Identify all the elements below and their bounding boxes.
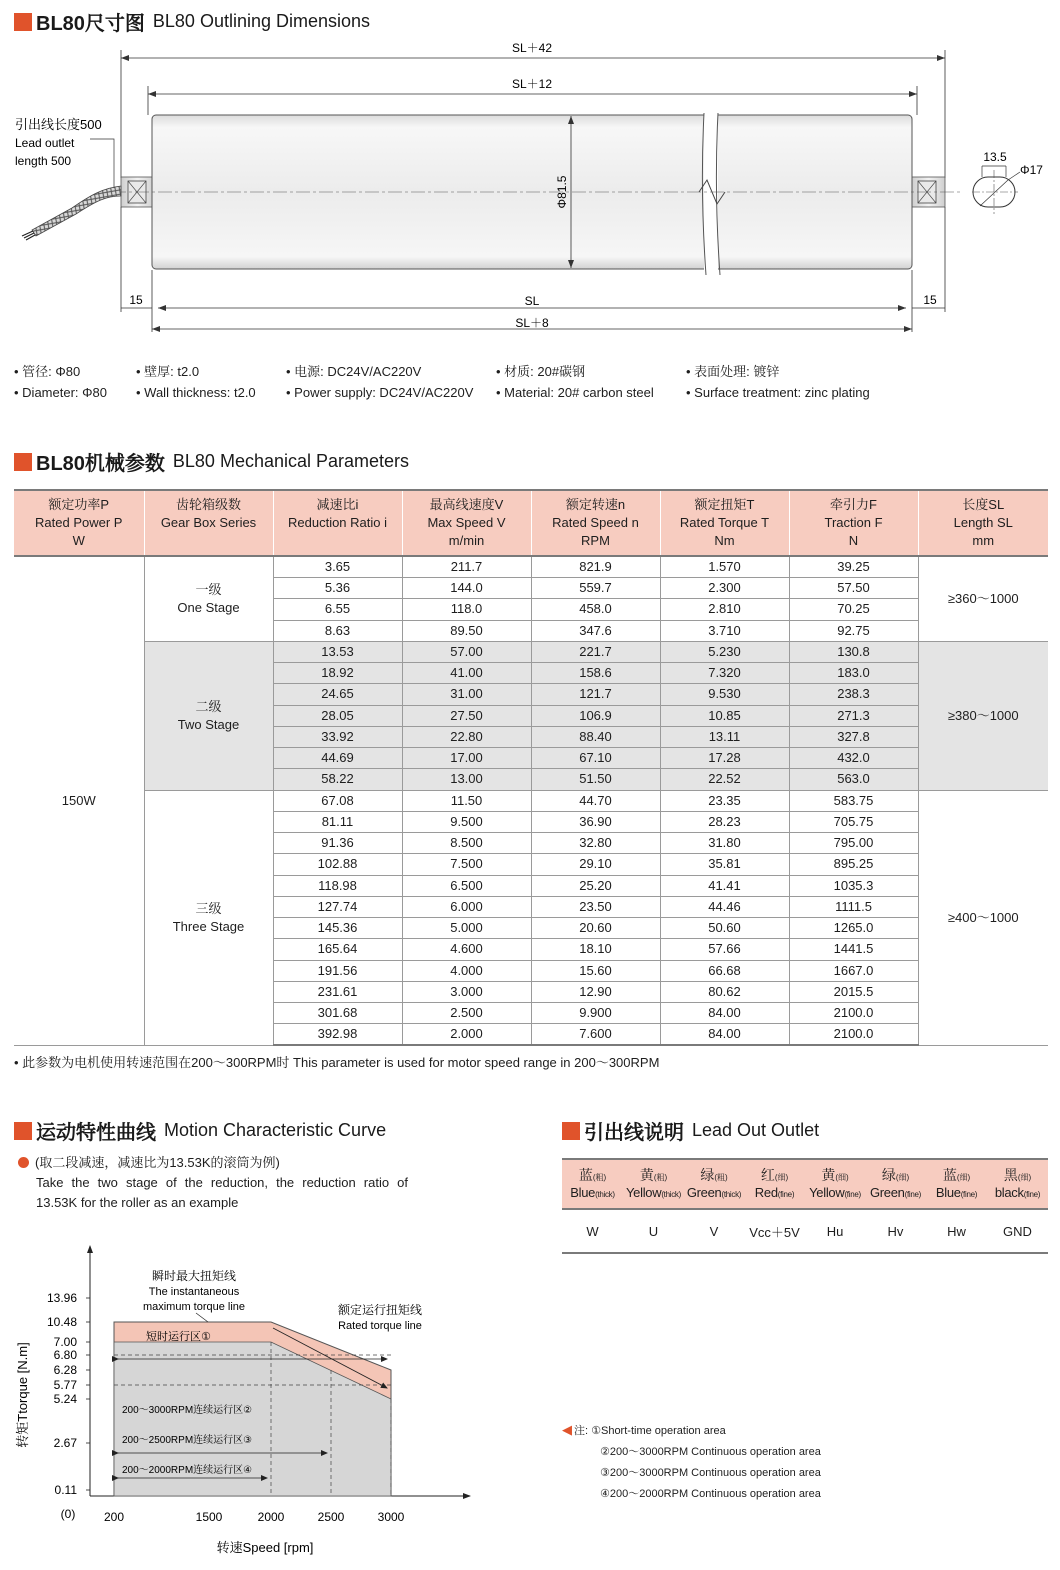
- legend-note-2: ②200～3000RPM Continuous operation area: [600, 1446, 821, 1458]
- reduction-cell: 28.05: [273, 705, 402, 726]
- y-tick-label: 5.24: [53, 1392, 77, 1406]
- gear-stage-zh: 二级: [195, 698, 222, 714]
- lead-signal: Hu: [805, 1209, 865, 1253]
- curve-title-zh: 运动特性曲线: [36, 1122, 156, 1144]
- max-speed-cell: 5.000: [402, 918, 531, 939]
- rated-speed-cell: 347.6: [531, 620, 660, 641]
- rated-speed-cell: 221.7: [531, 641, 660, 662]
- y-tick-label: 6.28: [53, 1363, 77, 1377]
- rated-torque-cell: 13.11: [660, 726, 789, 747]
- x-tick-label: 2000: [257, 1510, 285, 1524]
- dim-bottom-label: SL＋8: [515, 316, 549, 330]
- gear-stage-en: Three Stage: [172, 918, 245, 934]
- x-tick-label: 2500: [317, 1510, 345, 1524]
- lead-color-zh: 黑(细): [987, 1159, 1048, 1185]
- rated-torque-cell: 41.41: [660, 875, 789, 896]
- spec-material-zh: • 材质: 20#碳钢: [496, 364, 586, 379]
- rated-torque-cell: 66.68: [660, 960, 789, 981]
- reduction-cell: 5.36: [273, 578, 402, 599]
- rated-speed-cell: 15.60: [531, 960, 660, 981]
- shaft-width-label: 13.5: [983, 150, 1007, 164]
- y-tick-label: 5.77: [53, 1378, 77, 1392]
- y-tick-labels: [47, 1291, 90, 1497]
- rated-speed-cell: 20.60: [531, 918, 660, 939]
- shaft-dia-label: Φ17: [1020, 163, 1043, 177]
- rated-speed-cell: 88.40: [531, 726, 660, 747]
- lead-color-en: Green(fine): [865, 1185, 926, 1209]
- lead-signal: V: [684, 1209, 744, 1253]
- rated-speed-cell: 7.600: [531, 1024, 660, 1046]
- table-row: [14, 556, 1048, 578]
- rated-speed-cell: 23.50: [531, 896, 660, 917]
- y-tick-label: 7.00: [53, 1335, 77, 1349]
- lead-table: [562, 1158, 1048, 1254]
- curve-section-title: [14, 1116, 386, 1145]
- header-gearbox: 齿轮箱级数 Gear Box Series: [144, 490, 273, 556]
- triangle-marker-icon: ◀: [562, 1422, 572, 1437]
- reduction-cell: 118.98: [273, 875, 402, 896]
- rated-speed-cell: 36.90: [531, 811, 660, 832]
- traction-cell: 2015.5: [789, 981, 918, 1002]
- dim-top-label: SL＋42: [511, 41, 553, 55]
- traction-cell: 795.00: [789, 833, 918, 854]
- lead-signal: Hv: [865, 1209, 926, 1253]
- lead-color-en: Yellow(fine): [805, 1185, 865, 1209]
- max-speed-cell: 22.80: [402, 726, 531, 747]
- motion-curve-chart: [0, 1236, 500, 1566]
- gear-stage-zh: 三级: [195, 900, 222, 916]
- rated-speed-cell: 44.70: [531, 790, 660, 811]
- reduction-cell: 33.92: [273, 726, 402, 747]
- lead-signal: Hw: [926, 1209, 987, 1253]
- dim-sl-label: SL: [524, 294, 540, 308]
- y-tick-label: 2.67: [53, 1436, 77, 1450]
- instant-label-en2: maximum torque line: [142, 1301, 246, 1313]
- lead-color-zh: 蓝(粗): [562, 1159, 623, 1185]
- mechanical-table: [14, 489, 1048, 1046]
- rated-torque-cell: 7.320: [660, 663, 789, 684]
- y-tick-label: 6.80: [53, 1348, 77, 1362]
- lead-color-zh: 黄(粗): [623, 1159, 684, 1185]
- lead-color-en: Green(thick): [684, 1185, 744, 1209]
- mechanical-title-zh: BL80机械参数: [36, 453, 165, 475]
- reduction-cell: 231.61: [273, 981, 402, 1002]
- length-range-cell: ≥400～1000: [918, 790, 1048, 1045]
- gear-stage-en: Two Stage: [177, 716, 240, 732]
- traction-cell: 1265.0: [789, 918, 918, 939]
- outline-drawing: [0, 30, 1060, 340]
- spec-power-en: • Power supply: DC24V/AC220V: [286, 385, 474, 400]
- traction-cell: 1035.3: [789, 875, 918, 896]
- lead-color-en: Yellow(thick): [623, 1185, 684, 1209]
- y-axis-label: 转矩Ttorque [N.m]: [15, 1342, 30, 1448]
- max-speed-cell: 13.00: [402, 769, 531, 790]
- length-range-cell: ≥380～1000: [918, 641, 1048, 790]
- max-speed-cell: 4.000: [402, 960, 531, 981]
- instant-label-en1: The instantaneous: [148, 1286, 240, 1298]
- reduction-cell: 392.98: [273, 1024, 402, 1046]
- traction-cell: 70.25: [789, 599, 918, 620]
- max-speed-cell: 11.50: [402, 790, 531, 811]
- lead-length-en2: length 500: [15, 154, 72, 168]
- spec-diameter-zh: • 管径: Φ80: [14, 364, 81, 379]
- header-reduction: 减速比i Reduction Ratio i: [273, 490, 402, 556]
- rated-torque-cell: 35.81: [660, 854, 789, 875]
- max-speed-cell: 31.00: [402, 684, 531, 705]
- rated-label-en: Rated torque line: [338, 1320, 422, 1332]
- rated-torque-cell: 9.530: [660, 684, 789, 705]
- lead-color-zh: 蓝(细): [926, 1159, 987, 1185]
- traction-cell: 705.75: [789, 811, 918, 832]
- rated-speed-cell: 12.90: [531, 981, 660, 1002]
- rated-torque-cell: 31.80: [660, 833, 789, 854]
- lead-signal-row: [562, 1209, 1048, 1253]
- header-rated-speed: 额定转速n Rated Speed n RPM: [531, 490, 660, 556]
- rated-speed-cell: 9.900: [531, 1003, 660, 1024]
- rated-torque-cell: 3.710: [660, 620, 789, 641]
- chart-legend-notes: [562, 1419, 821, 1505]
- max-speed-cell: 7.500: [402, 854, 531, 875]
- spec-material-en: • Material: 20# carbon steel: [496, 385, 654, 400]
- gear-stage-zh: 一级: [195, 581, 222, 597]
- rated-speed-cell: 158.6: [531, 663, 660, 684]
- reduction-cell: 18.92: [273, 663, 402, 684]
- rated-torque-cell: 28.23: [660, 811, 789, 832]
- max-speed-cell: 211.7: [402, 556, 531, 578]
- mechanical-table-header: [14, 490, 1048, 556]
- reduction-cell: 165.64: [273, 939, 402, 960]
- rated-speed-cell: 67.10: [531, 748, 660, 769]
- max-speed-cell: 17.00: [402, 748, 531, 769]
- parameter-note: • 此参数为电机使用转速范围在200～300RPM时 This parameter is used for motor speed range in 200～300RPM: [14, 1055, 660, 1070]
- y-tick-label: 10.48: [46, 1315, 77, 1329]
- length-range-cell: ≥360～1000: [918, 556, 1048, 641]
- traction-cell: 327.8: [789, 726, 918, 747]
- rated-torque-cell: 57.66: [660, 939, 789, 960]
- reduction-cell: 3.65: [273, 556, 402, 578]
- dim-second-label: SL＋12: [511, 77, 553, 91]
- x-tick-label: 1500: [195, 1510, 223, 1524]
- reduction-cell: 81.11: [273, 811, 402, 832]
- outline-title-zh: BL80尺寸图: [36, 13, 145, 35]
- rated-torque-cell: 22.52: [660, 769, 789, 790]
- x-axis-label: 转速Speed [rpm]: [216, 1540, 314, 1555]
- x-tick-label: 200: [103, 1510, 125, 1524]
- reduction-cell: 145.36: [273, 918, 402, 939]
- rated-torque-cell: 84.00: [660, 1003, 789, 1024]
- legend-note-1: ①Short-time operation area: [591, 1425, 726, 1437]
- rated-label-zh: 额定运行扭矩线: [337, 1303, 423, 1317]
- curve-note-en: Take the two stage of the reduction, the reduction ratio of 13.53K for the roller as an example: [36, 1175, 408, 1210]
- max-speed-cell: 2.500: [402, 1003, 531, 1024]
- legend-note-3: ③200～3000RPM Continuous operation area: [600, 1467, 821, 1479]
- gear-stage-cell: [144, 790, 273, 1045]
- traction-cell: 1667.0: [789, 960, 918, 981]
- y-tick-label: 13.96: [46, 1291, 77, 1305]
- traction-cell: 183.0: [789, 663, 918, 684]
- rated-torque-cell: 50.60: [660, 918, 789, 939]
- legend-note-4: ④200～2000RPM Continuous operation area: [600, 1488, 821, 1500]
- traction-cell: 432.0: [789, 748, 918, 769]
- traction-cell: 238.3: [789, 684, 918, 705]
- header-rated-power: 额定功率P Rated Power P W: [14, 490, 144, 556]
- gear-stage-en: One Stage: [177, 599, 240, 615]
- max-speed-cell: 9.500: [402, 811, 531, 832]
- max-speed-cell: 3.000: [402, 981, 531, 1002]
- curve-note-zh: (取二段减速，减速比为13.53K的滚筒为例): [35, 1155, 280, 1170]
- rated-torque-cell: 23.35: [660, 790, 789, 811]
- traction-cell: 57.50: [789, 578, 918, 599]
- reduction-cell: 91.36: [273, 833, 402, 854]
- traction-cell: 39.25: [789, 556, 918, 578]
- rated-speed-cell: 106.9: [531, 705, 660, 726]
- curve-note: [18, 1153, 408, 1213]
- lead-title-zh: 引出线说明: [584, 1122, 684, 1144]
- rated-speed-cell: 32.80: [531, 833, 660, 854]
- lead-signal: GND: [987, 1209, 1048, 1253]
- traction-cell: 92.75: [789, 620, 918, 641]
- lead-color-zh-row: [562, 1159, 1048, 1185]
- zone-4-label: 200～2000RPM连续运行区④: [122, 1465, 253, 1476]
- max-speed-cell: 6.500: [402, 875, 531, 896]
- reduction-cell: 58.22: [273, 769, 402, 790]
- diameter-label: Φ81.5: [555, 175, 569, 209]
- short-time-zone-label: 短时运行区①: [146, 1331, 211, 1343]
- reduction-cell: 13.53: [273, 641, 402, 662]
- origin-label: (0): [60, 1507, 76, 1521]
- rated-torque-cell: 5.230: [660, 641, 789, 662]
- outline-title-en: BL80 Outlining Dimensions: [152, 11, 371, 31]
- lead-signal: Vcc＋5V: [744, 1209, 805, 1253]
- section-marker-icon: [14, 453, 32, 471]
- max-speed-cell: 41.00: [402, 663, 531, 684]
- max-speed-cell: 57.00: [402, 641, 531, 662]
- traction-cell: 1441.5: [789, 939, 918, 960]
- mechanical-title-en: BL80 Mechanical Parameters: [172, 451, 410, 471]
- lead-section-title: [562, 1116, 819, 1145]
- y-tick-label: 0.11: [54, 1483, 77, 1497]
- spec-surface-zh: • 表面处理: 镀锌: [686, 364, 780, 379]
- traction-cell: 130.8: [789, 641, 918, 662]
- rated-speed-cell: 25.20: [531, 875, 660, 896]
- right-offset-label: 15: [923, 293, 937, 307]
- gear-stage-cell: [144, 641, 273, 790]
- traction-cell: 583.75: [789, 790, 918, 811]
- section-marker-icon: [14, 1122, 32, 1140]
- lead-color-zh: 黄(细): [805, 1159, 865, 1185]
- max-speed-cell: 27.50: [402, 705, 531, 726]
- x-tick-labels: [104, 1510, 405, 1524]
- rated-torque-cell: 10.85: [660, 705, 789, 726]
- header-traction: 牵引力F Traction F N: [789, 490, 918, 556]
- lead-color-en: Red(fine): [744, 1185, 805, 1209]
- x-tick-label: 3000: [377, 1510, 405, 1524]
- reduction-cell: 127.74: [273, 896, 402, 917]
- reduction-cell: 102.88: [273, 854, 402, 875]
- lead-color-en: Blue(fine): [926, 1185, 987, 1209]
- header-max-speed: 最高线速度V Max Speed V m/min: [402, 490, 531, 556]
- rated-torque-cell: 17.28: [660, 748, 789, 769]
- bullet-icon: [18, 1157, 29, 1168]
- lead-title-en: Lead Out Outlet: [692, 1120, 820, 1140]
- lead-length-en1: Lead outlet: [15, 136, 75, 150]
- rated-power-cell: 150W: [14, 556, 144, 1045]
- table-row: [14, 790, 1048, 811]
- lead-color-zh: 红(细): [744, 1159, 805, 1185]
- spec-surface-en: • Surface treatment: zinc plating: [686, 385, 870, 400]
- rated-speed-cell: 51.50: [531, 769, 660, 790]
- instant-label-zh: 瞬时最大扭矩线: [151, 1269, 237, 1283]
- section-marker-icon: [14, 13, 32, 31]
- max-speed-cell: 2.000: [402, 1024, 531, 1046]
- curve-title-en: Motion Characteristic Curve: [164, 1120, 387, 1140]
- max-speed-cell: 4.600: [402, 939, 531, 960]
- rated-speed-cell: 29.10: [531, 854, 660, 875]
- rated-speed-cell: 18.10: [531, 939, 660, 960]
- rated-speed-cell: 821.9: [531, 556, 660, 578]
- max-speed-cell: 118.0: [402, 599, 531, 620]
- traction-cell: 895.25: [789, 854, 918, 875]
- max-speed-cell: 144.0: [402, 578, 531, 599]
- traction-cell: 2100.0: [789, 1003, 918, 1024]
- gear-stage-cell: [144, 556, 273, 641]
- zone-2-label: 200～3000RPM连续运行区②: [122, 1405, 253, 1416]
- traction-cell: 2100.0: [789, 1024, 918, 1046]
- max-speed-cell: 89.50: [402, 620, 531, 641]
- max-speed-cell: 6.000: [402, 896, 531, 917]
- traction-cell: 563.0: [789, 769, 918, 790]
- header-length: 长度SL Length SL mm: [918, 490, 1048, 556]
- spec-power-zh: • 电源: DC24V/AC220V: [286, 364, 422, 379]
- spec-wall-zh: • 壁厚: t2.0: [136, 364, 200, 379]
- reduction-cell: 6.55: [273, 599, 402, 620]
- mechanical-section-title: [14, 447, 409, 476]
- traction-cell: 1111.5: [789, 896, 918, 917]
- rated-torque-cell: 80.62: [660, 981, 789, 1002]
- lead-signal: W: [562, 1209, 623, 1253]
- lead-signal: U: [623, 1209, 684, 1253]
- lead-color-zh: 绿(粗): [684, 1159, 744, 1185]
- lead-color-en: black(fine): [987, 1185, 1048, 1209]
- rated-speed-cell: 121.7: [531, 684, 660, 705]
- rated-torque-cell: 1.570: [660, 556, 789, 578]
- lead-color-en-row: [562, 1185, 1048, 1209]
- rated-torque-cell: 84.00: [660, 1024, 789, 1046]
- legend-prefix: 注:: [574, 1425, 589, 1437]
- rated-torque-cell: 2.810: [660, 599, 789, 620]
- reduction-cell: 44.69: [273, 748, 402, 769]
- traction-cell: 271.3: [789, 705, 918, 726]
- max-speed-cell: 8.500: [402, 833, 531, 854]
- rated-speed-cell: 559.7: [531, 578, 660, 599]
- zone-3-label: 200～2500RPM连续运行区③: [122, 1435, 253, 1446]
- reduction-cell: 191.56: [273, 960, 402, 981]
- lead-length-zh: 引出线长度500: [15, 117, 102, 132]
- spec-wall-en: • Wall thickness: t2.0: [136, 385, 256, 400]
- reduction-cell: 301.68: [273, 1003, 402, 1024]
- lead-color-en: Blue(thick): [562, 1185, 623, 1209]
- reduction-cell: 8.63: [273, 620, 402, 641]
- left-offset-label: 15: [129, 293, 143, 307]
- reduction-cell: 67.08: [273, 790, 402, 811]
- section-marker-icon: [562, 1122, 580, 1140]
- rated-torque-cell: 44.46: [660, 896, 789, 917]
- rated-speed-cell: 458.0: [531, 599, 660, 620]
- reduction-cell: 24.65: [273, 684, 402, 705]
- spec-diameter-en: • Diameter: Φ80: [14, 385, 107, 400]
- header-rated-torque: 额定扭矩T Rated Torque T Nm: [660, 490, 789, 556]
- table-row: [14, 641, 1048, 662]
- lead-color-zh: 绿(细): [865, 1159, 926, 1185]
- rated-torque-cell: 2.300: [660, 578, 789, 599]
